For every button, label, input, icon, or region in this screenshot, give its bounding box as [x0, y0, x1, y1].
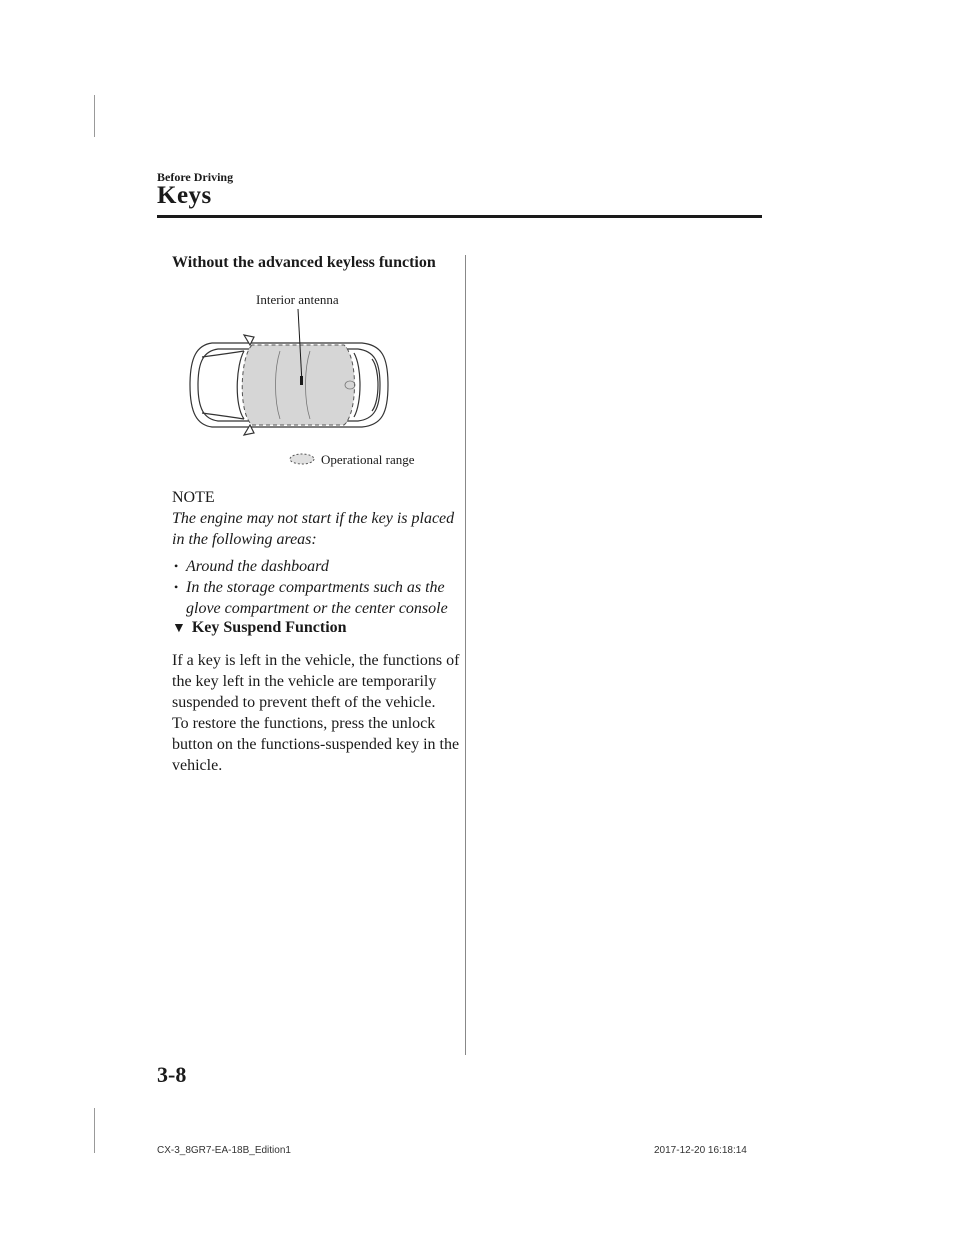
- footer-timestamp: 2017-12-20 16:18:14: [654, 1145, 747, 1156]
- note-block: [172, 487, 462, 619]
- operational-range-legend-label: Operational range: [321, 452, 415, 467]
- footer-doc-id: CX-3_8GR7-EA-18B_Edition1: [157, 1145, 291, 1156]
- operational-range-legend-swatch: [290, 454, 314, 464]
- note-title: NOTE: [172, 489, 215, 506]
- car-top-view-diagram: [172, 285, 442, 475]
- key-suspend-paragraph-2: To restore the functions, press the unlock button on the functions-suspended key in the vehicle.: [172, 715, 460, 774]
- crop-mark-top: [94, 95, 95, 137]
- chapter-title: Keys: [157, 182, 212, 209]
- note-list-item: • In the storage compartments such as the glove compartment or the center console: [174, 579, 448, 617]
- bullet-icon: •: [174, 580, 179, 594]
- key-suspend-paragraph-1: If a key is left in the vehicle, the functions of the key left in the vehicle are temporarily suspended to prevent theft of the vehicle.: [172, 652, 460, 711]
- column-divider: [465, 255, 466, 1055]
- key-suspend-body: [172, 650, 464, 776]
- page-number: 3-8: [157, 1062, 187, 1087]
- key-suspend-heading-text: Key Suspend Function: [191, 619, 347, 636]
- bullet-icon: •: [174, 559, 179, 573]
- note-text: The engine may not start if the key is placed in the following areas:: [172, 510, 455, 548]
- note-list-item: • Around the dashboard: [174, 558, 329, 575]
- title-rule: [157, 215, 762, 218]
- callout-antenna-label: Interior antenna: [256, 292, 339, 307]
- car-antenna-figure: [172, 285, 442, 475]
- triangle-down-icon: ▼: [172, 621, 186, 636]
- note-list: [172, 556, 462, 619]
- operational-range-area: [242, 345, 354, 425]
- section-label: Before Driving: [157, 170, 234, 184]
- subheading: Without the advanced keyless function: [172, 254, 436, 271]
- interior-antenna-marker: [300, 376, 303, 385]
- key-suspend-heading: [172, 619, 347, 637]
- crop-mark-bottom: [94, 1108, 95, 1153]
